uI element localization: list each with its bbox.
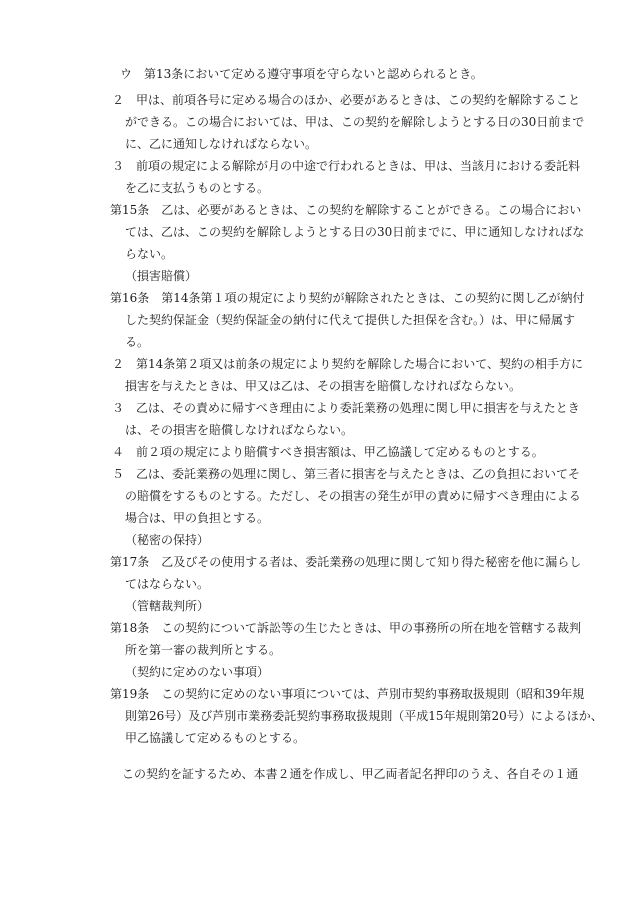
text-line: 甲乙協議して定めるものとする。 bbox=[125, 731, 306, 745]
text-line: は、その損害を賠償しなければならない。 bbox=[125, 423, 354, 437]
text-line: 所を第一審の裁判所とする。 bbox=[125, 643, 282, 657]
text-line: ２ 第14条第２項又は前条の規定により契約を解除した場合において、契約の相手方に bbox=[112, 357, 584, 371]
section-heading: （秘密の保持） bbox=[125, 533, 210, 547]
text-line: 場合は、甲の負担とする。 bbox=[125, 511, 270, 525]
text-line: 第16条 第14条第１項の規定により契約が解除されたときは、この契約に関し乙が納付 bbox=[110, 291, 585, 305]
text-line: ５ 乙は、委託業務の処理に関し、第三者に損害を与えたときは、乙の負担においてそ bbox=[112, 467, 581, 481]
text-line: らない。 bbox=[125, 247, 174, 261]
text-line: ２ 甲は、前項各号に定める場合のほか、必要があるときは、この契約を解除すること bbox=[112, 93, 581, 107]
text-line: 第15条 乙は、必要があるときは、この契約を解除することができる。この場合におい bbox=[110, 203, 582, 217]
text-line: ウ 第13条において定める遵守事項を守らないと認められるとき。 bbox=[120, 67, 483, 81]
text-line: ができる。この場合においては、甲は、この契約を解除しようとする日の30日前まで bbox=[125, 115, 585, 129]
text-line: に、乙に通知しなければならない。 bbox=[125, 137, 318, 151]
text-line: この契約を証するため、本書２通を作成し、甲乙両者記名押印のうえ、各自その１通 bbox=[122, 767, 579, 781]
text-line: る。 bbox=[125, 335, 150, 349]
section-heading: （管轄裁判所） bbox=[125, 599, 210, 613]
text-line: を乙に支払うものとする。 bbox=[125, 181, 270, 195]
text-line: 則第26号）及び芦別市業務委託契約事務取扱規則（平成15年規則第20号）によるほか、 bbox=[125, 709, 603, 723]
text-line: ４ 前２項の規定により賠償すべき損害額は、甲乙協議して定めるものとする。 bbox=[112, 445, 544, 459]
text-line: 第18条 この契約について訴訟等の生じたときは、甲の事務所の所在地を管轄する裁判 bbox=[110, 621, 582, 635]
section-heading: （契約に定めのない事項） bbox=[125, 665, 270, 679]
section-heading: （損害賠償） bbox=[125, 269, 198, 283]
text-line: 第17条 乙及びその使用する者は、委託業務の処理に関して知り得た秘密を他に漏らし bbox=[110, 555, 582, 569]
text-line: の賠償をするものとする。ただし、その損害の発生が甲の責めに帰すべき理由による bbox=[125, 489, 581, 503]
text-line: 損害を与えたときは、甲又は乙は、その損害を賠償しなければならない。 bbox=[125, 379, 522, 393]
text-line: てはならない。 bbox=[125, 577, 210, 591]
text-line: ３ 乙は、その責めに帰すべき理由により委託業務の処理に関し甲に損害を与えたとき bbox=[112, 401, 580, 415]
text-line: 第19条 この契約に定めのない事項については、芦別市契約事務取扱規則（昭和39年規 bbox=[110, 687, 585, 701]
text-line: ては、乙は、この契約を解除しようとする日の30日前までに、甲に通知しなければな bbox=[125, 225, 585, 239]
text-line: した契約保証金（契約保証金の納付に代えて提供した担保を含む。）は、甲に帰属す bbox=[125, 313, 576, 327]
text-line: ３ 前項の規定による解除が月の中途で行われるときは、甲は、当該月における委託料 bbox=[112, 159, 581, 173]
